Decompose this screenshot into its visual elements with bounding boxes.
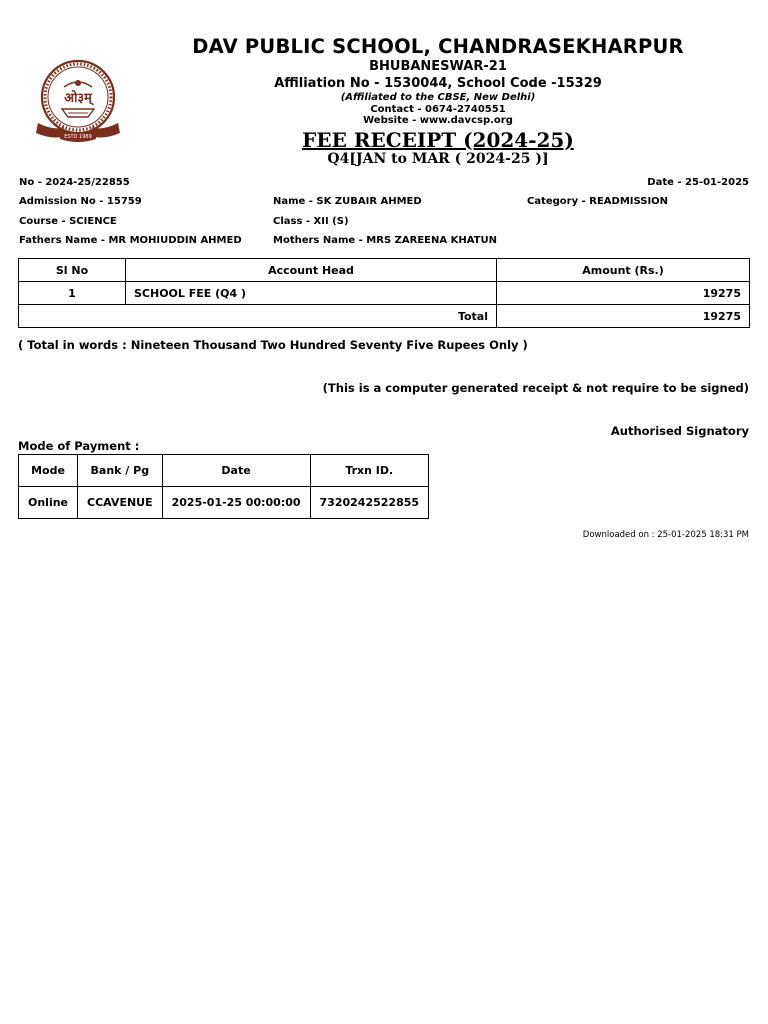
school-cbse: (Affiliated to the CBSE, New Delhi) [340,92,536,103]
amount-header: Amount (Rs.) [497,259,750,282]
father-name: Fathers Name - MR MOHIUDDIN AHMED [19,235,242,246]
downloaded-timestamp: Downloaded on : 25-01-2025 18:31 PM [582,530,749,540]
receipt-title: FEE RECEIPT (2024-25) [302,128,574,152]
row-account-head: SCHOOL FEE (Q4 ) [126,282,497,305]
receipt-number: No - 2024-25/22855 [19,177,130,188]
receipt-date: Date - 25-01-2025 [647,177,749,188]
date-header: Date [162,455,310,487]
student-course: Course - SCIENCE [19,216,117,227]
school-city: BHUBANESWAR-21 [369,59,507,74]
computer-generated-note: (This is a computer generated receipt & not require to be signed) [322,381,749,395]
student-category: Category - READMISSION [527,196,669,207]
authorised-signatory: Authorised Signatory [610,424,749,438]
payment-mode: Online [19,487,78,519]
school-logo-icon [34,57,122,145]
trxn-header: Trxn ID. [310,455,429,487]
mode-of-payment-label: Mode of Payment : [18,439,140,453]
payment-table-header [19,455,429,487]
student-class: Class - XII (S) [273,216,349,227]
payment-trxn: 7320242522855 [310,487,429,519]
bank-header: Bank / Pg [78,455,163,487]
total-amount: 19275 [497,305,750,328]
payment-bank: CCAVENUE [78,487,163,519]
school-website: Website - www.davcsp.org [363,115,513,126]
logo-est-text: ESTD 1989 [64,134,92,140]
admission-number: Admission No - 15759 [19,196,142,207]
total-row [19,305,750,328]
account-head-header: Account Head [126,259,497,282]
fee-table [18,258,750,328]
fee-table-header [19,259,750,282]
table-row [19,487,429,519]
mother-name: Mothers Name - MRS ZAREENA KHATUN [273,235,497,246]
school-name: DAV PUBLIC SCHOOL, CHANDRASEKHARPUR [192,35,684,58]
total-in-words: ( Total in words : Nineteen Thousand Two Hundred Seventy Five Rupees Only ) [18,338,528,352]
row-sl-no: 1 [19,282,126,305]
school-affiliation: Affiliation No - 1530044, School Code -15329 [274,76,602,91]
school-contact: Contact - 0674-2740551 [370,104,506,115]
payment-date: 2025-01-25 00:00:00 [162,487,310,519]
mode-header: Mode [19,455,78,487]
sl-no-header: Sl No [19,259,126,282]
row-amount: 19275 [497,282,750,305]
receipt-quarter: Q4[JAN to MAR ( 2024-25 )] [327,151,549,167]
logo-om-text: ओ३म् [64,91,92,106]
total-label: Total [19,305,497,328]
student-name: Name - SK ZUBAIR AHMED [273,196,422,207]
table-row [19,282,750,305]
payment-table [18,454,429,519]
